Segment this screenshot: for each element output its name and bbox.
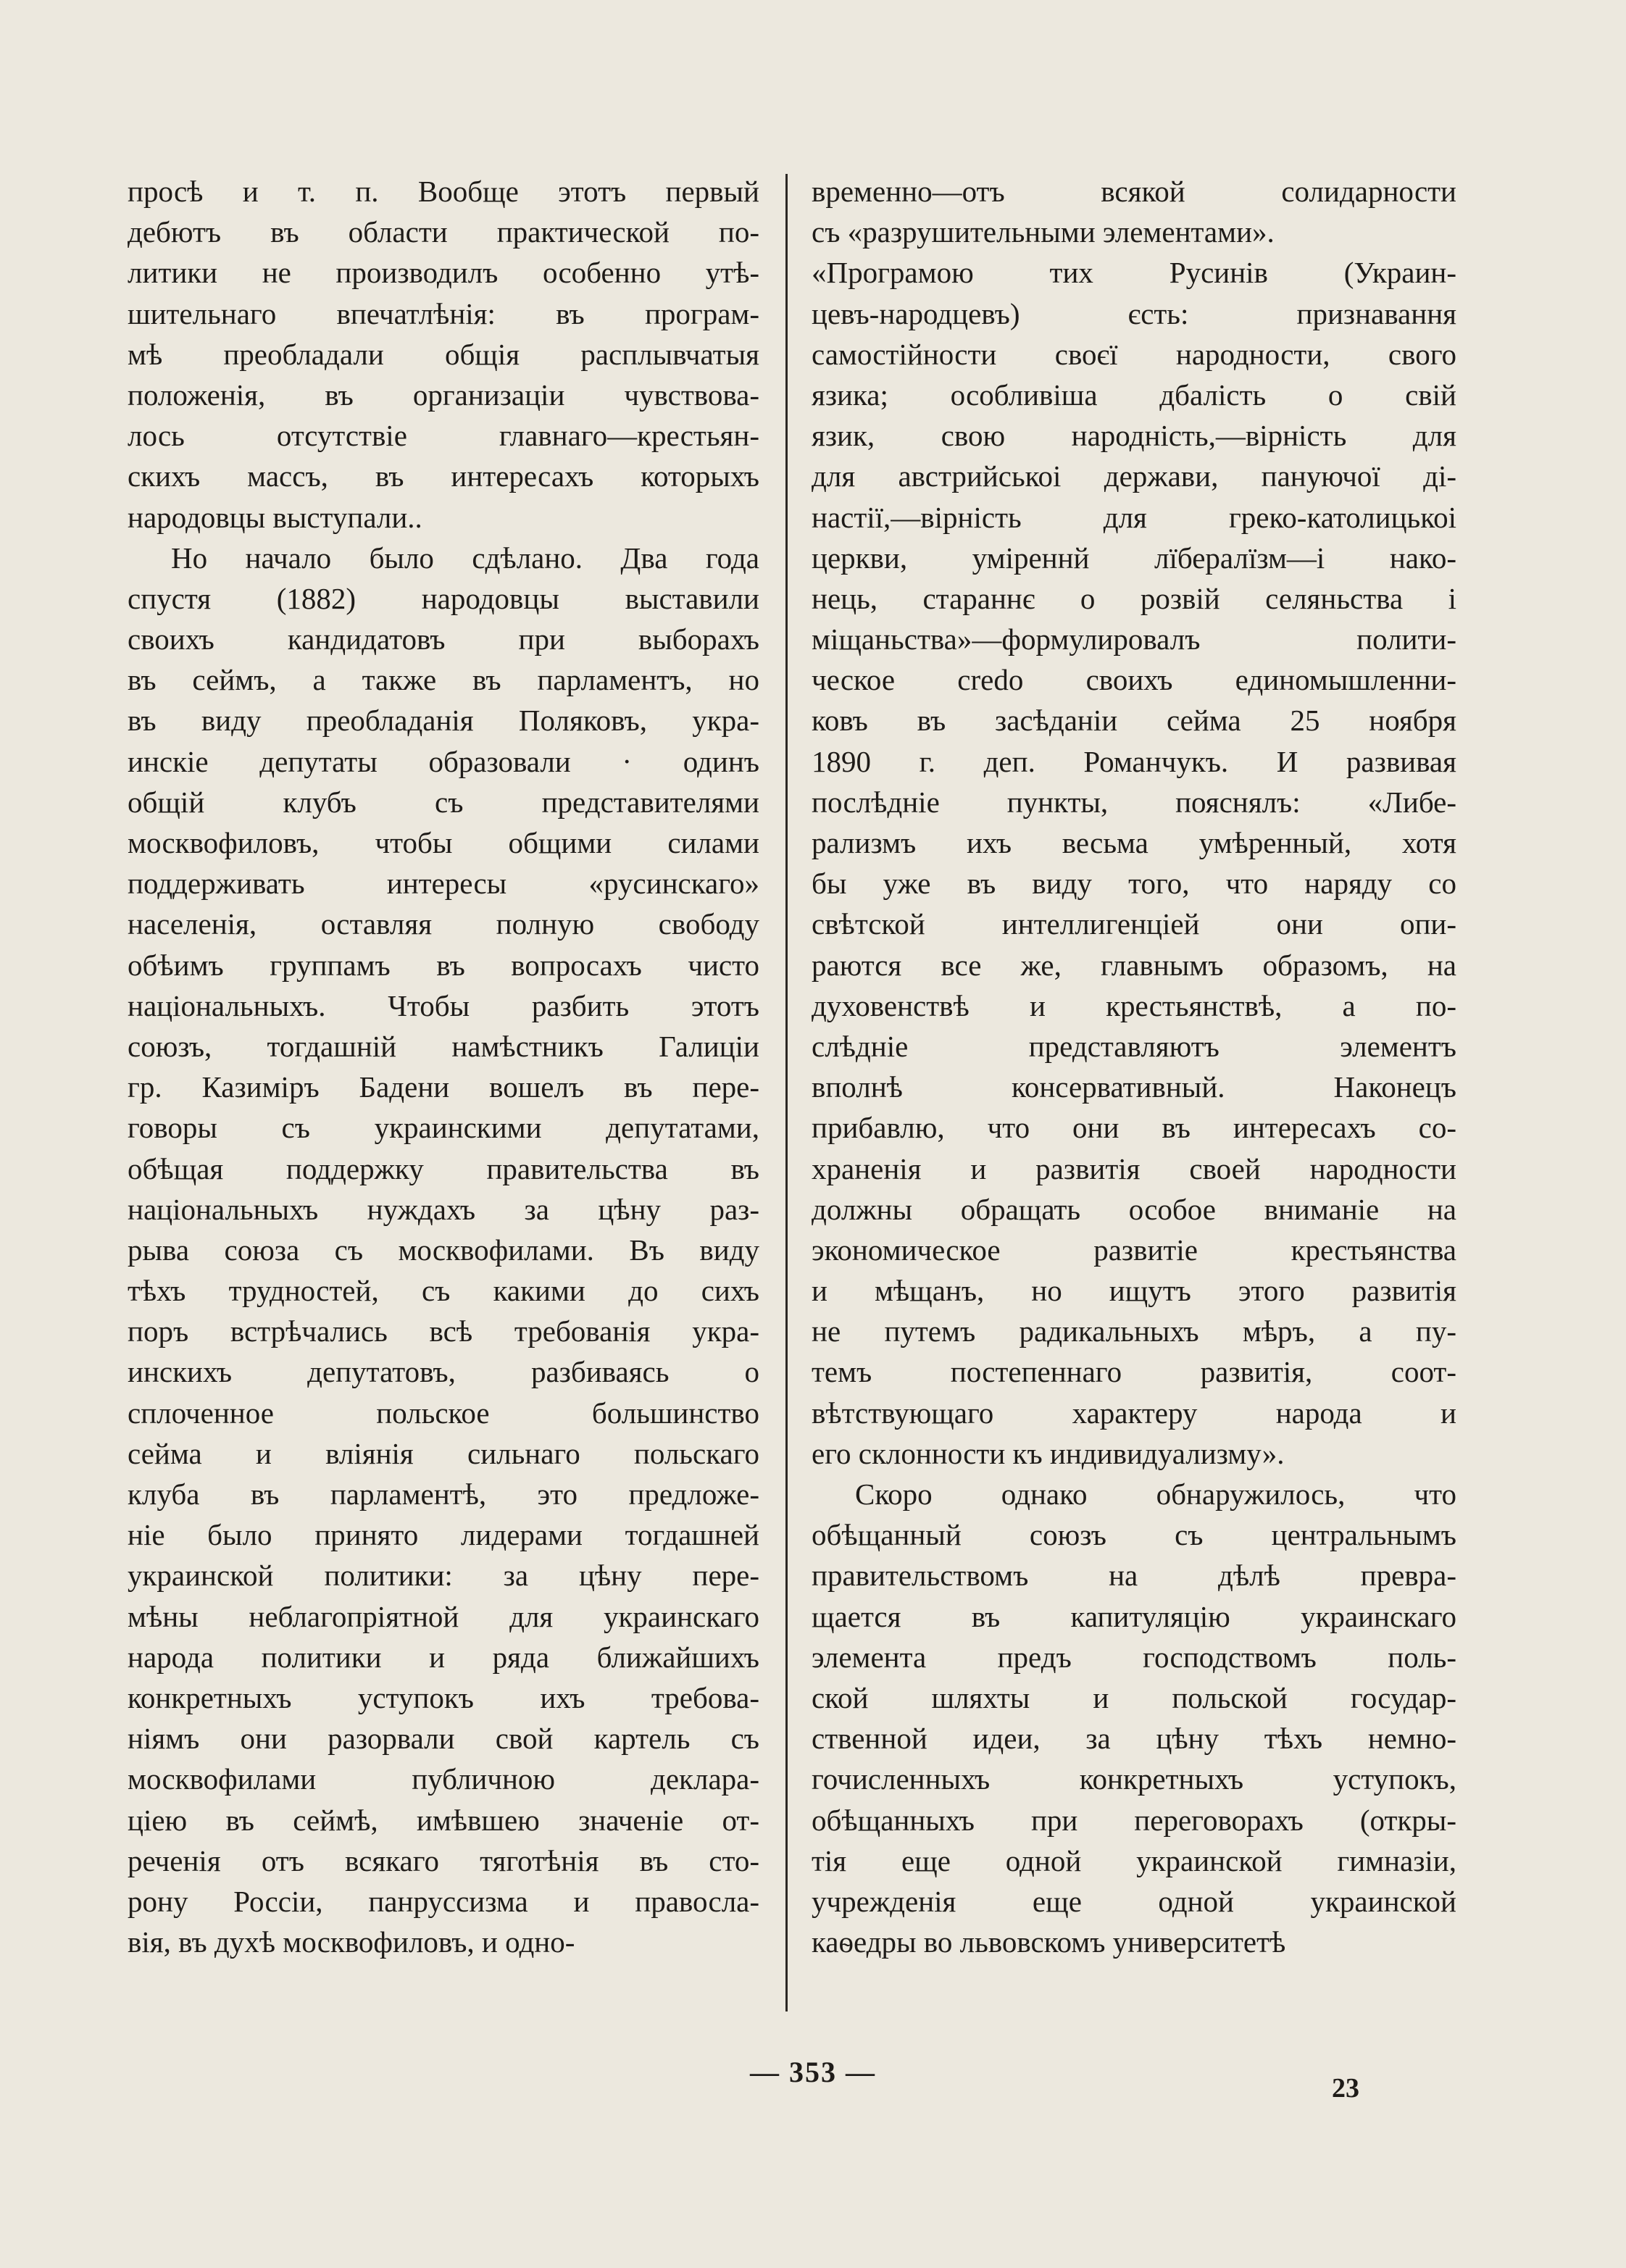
text-line: цевъ-народцевъ) єсть: признавання bbox=[812, 296, 1456, 330]
text-line: сейма и вліянія сильнаго польскаго bbox=[128, 1436, 759, 1470]
text-line: 1890 г. деп. Романчукъ. И развивая bbox=[812, 744, 1456, 778]
text-line: ственной идеи, за цѣну тѣхъ немно- bbox=[812, 1722, 1456, 1756]
text-line: обѣимъ группамъ въ вопросахъ чисто bbox=[128, 948, 759, 982]
text-line: элемента предъ господствомъ поль- bbox=[812, 1640, 1456, 1674]
text-line: гр. Казиміръ Бадени вошелъ въ пере- bbox=[128, 1070, 759, 1104]
text-line: ковъ въ засѣданіи сейма 25 ноября bbox=[812, 704, 1456, 738]
text-line: москвофилами публичною деклара- bbox=[128, 1762, 759, 1796]
text-line: лось отсутствіе главнаго—крестьян- bbox=[128, 419, 759, 453]
text-line: для австрийськоі держави, пануючої ді- bbox=[812, 459, 1456, 493]
text-line: сплоченное польское большинство bbox=[128, 1396, 759, 1430]
text-line: поръ встрѣчались всѣ требованія укра- bbox=[128, 1314, 759, 1348]
text-line: темъ постепеннаго развитія, соот- bbox=[812, 1355, 1456, 1389]
text-line: свѣтской интеллигенціей они опи- bbox=[812, 907, 1456, 941]
text-line: положенія, въ организаціи чувствова- bbox=[128, 378, 759, 412]
text-line: мѣны неблагопріятной для украинскаго bbox=[128, 1599, 759, 1633]
text-line: щается въ капитуляцію украинскаго bbox=[812, 1599, 1456, 1633]
text-line: духовенствѣ и крестьянствѣ, а по- bbox=[812, 988, 1456, 1022]
text-line: язик, свою народність,—вірність для bbox=[812, 419, 1456, 453]
text-line: въ виду преобладанія Поляковъ, укра- bbox=[128, 704, 759, 738]
text-line: храненія и развитія своей народности bbox=[812, 1151, 1456, 1185]
text-line: спустя (1882) народовцы выставили bbox=[128, 581, 759, 615]
text-line: ской шляхты и польской государ- bbox=[812, 1680, 1456, 1714]
text-line: временно—отъ всякой солидарности bbox=[812, 175, 1456, 208]
signature-mark: 23 bbox=[1332, 2073, 1359, 2104]
text-line: инскихъ депутатовъ, разбиваясь о bbox=[128, 1355, 759, 1389]
text-column-left bbox=[128, 171, 759, 1962]
text-line: клуба въ парламентѣ, это предложе- bbox=[128, 1477, 759, 1511]
text-line: просѣ и т. п. Вообще этотъ первый bbox=[128, 175, 759, 208]
text-line: вполнѣ консервативный. Наконецъ bbox=[812, 1070, 1456, 1104]
text-line: ніе было принято лидерами тогдашней bbox=[128, 1518, 759, 1552]
page-number: — 353 — bbox=[750, 2056, 876, 2088]
text-line: народовцы выступали.. bbox=[128, 500, 422, 534]
text-column-right bbox=[812, 171, 1456, 1962]
text-line: ціею въ сеймѣ, имѣвшею значеніе от- bbox=[128, 1803, 759, 1837]
text-line: рону Россіи, панруссизма и правосла- bbox=[128, 1884, 759, 1918]
text-line: прибавлю, что они въ интересахъ со- bbox=[812, 1111, 1456, 1145]
text-line: экономическое развитіе крестьянства bbox=[812, 1233, 1456, 1267]
text-line: вѣтствующаго характеру народа и bbox=[812, 1396, 1456, 1430]
text-line: рализмъ ихъ весьма умѣренный, хотя bbox=[812, 826, 1456, 859]
text-line: обѣщая поддержку правительства въ bbox=[128, 1151, 759, 1185]
text-line: дебютъ въ области практической по- bbox=[128, 215, 759, 249]
column-divider bbox=[785, 174, 788, 2011]
text-line: гочисленныхъ конкретныхъ уступокъ, bbox=[812, 1762, 1456, 1796]
text-line: вія, въ духѣ москвофиловъ, и одно- bbox=[128, 1925, 575, 1959]
text-line: скихъ массъ, въ интересахъ которыхъ bbox=[128, 459, 759, 493]
text-line: населенія, оставляя полную свободу bbox=[128, 907, 759, 941]
text-line: рыва союза съ москвофилами. Въ виду bbox=[128, 1233, 759, 1267]
text-line: правительствомъ на дѣлѣ превра- bbox=[812, 1559, 1456, 1593]
text-line: своихъ кандидатовъ при выборахъ bbox=[128, 622, 759, 656]
text-line: поддерживать интересы «русинскаго» bbox=[128, 867, 759, 901]
text-line: литики не производилъ особенно утѣ- bbox=[128, 256, 759, 290]
text-line: ческое credo своихъ единомышленни- bbox=[812, 663, 1456, 697]
text-line: его склонности къ индивидуализму». bbox=[812, 1436, 1285, 1470]
text-line: обѣщанныхъ при переговорахъ (откры- bbox=[812, 1803, 1456, 1837]
text-line: конкретныхъ уступокъ ихъ требова- bbox=[128, 1680, 759, 1714]
text-line: не путемъ радикальныхъ мѣръ, а пу- bbox=[812, 1314, 1456, 1348]
text-line: бы уже въ виду того, что наряду со bbox=[812, 867, 1456, 901]
text-line: церкви, уміреннй лїбералїзм—і нако- bbox=[812, 541, 1456, 575]
text-line: шительнаго впечатлѣнія: въ програм- bbox=[128, 296, 759, 330]
text-line: и мѣщанъ, но ищутъ этого развитія bbox=[812, 1274, 1456, 1308]
text-line: союзъ, тогдашній намѣстникъ Галиціи bbox=[128, 1029, 759, 1063]
text-line: міщаньства»—формулировалъ полити- bbox=[812, 622, 1456, 656]
text-line: язика; особливіша дбалість о свій bbox=[812, 378, 1456, 412]
text-line: инскіе депутаты образовали · одинъ bbox=[128, 744, 759, 778]
text-line: обѣщанный союзъ съ центральнымъ bbox=[812, 1518, 1456, 1552]
text-line: народа политики и ряда ближайшихъ bbox=[128, 1640, 759, 1674]
text-line: въ сеймъ, а также въ парламентъ, но bbox=[128, 663, 759, 697]
text-line: должны обращать особое вниманіе на bbox=[812, 1192, 1456, 1226]
text-line: «Програмою тих Русинів (Украин- bbox=[812, 256, 1456, 290]
text-line: ніямъ они разорвали свой картель съ bbox=[128, 1722, 759, 1756]
text-line: слѣдніе представляютъ элементъ bbox=[812, 1029, 1456, 1063]
text-line: общій клубъ съ представителями bbox=[128, 785, 759, 819]
text-line: тія еще одной украинской гимназіи, bbox=[812, 1843, 1456, 1877]
text-line: національныхъ. Чтобы разбить этотъ bbox=[128, 988, 759, 1022]
text-line: мѣ преобладали общія расплывчатыя bbox=[128, 337, 759, 371]
text-line: реченія отъ всякаго тяготѣнія въ сто- bbox=[128, 1843, 759, 1877]
text-line: національныхъ нуждахъ за цѣну раз- bbox=[128, 1192, 759, 1226]
text-line: москвофиловъ, чтобы общими силами bbox=[128, 826, 759, 859]
text-line: послѣдніе пункты, пояснялъ: «Либе- bbox=[812, 785, 1456, 819]
text-line: учрежденія еще одной украинской bbox=[812, 1884, 1456, 1918]
text-line: настії,—вірність для греко-католицькоі bbox=[812, 500, 1456, 534]
text-line: нець, стараннє о розвій селяньства і bbox=[812, 581, 1456, 615]
text-line: Скоро однако обнаружилось, что bbox=[855, 1477, 1456, 1511]
text-line: съ «разрушительными элементами». bbox=[812, 215, 1275, 249]
text-line: каѳедры во львовскомъ университетѣ bbox=[812, 1925, 1286, 1959]
text-line: раются все же, главнымъ образомъ, на bbox=[812, 948, 1456, 982]
text-line: украинской политики: за цѣну пере- bbox=[128, 1559, 759, 1593]
text-line: тѣхъ трудностей, съ какими до сихъ bbox=[128, 1274, 759, 1308]
text-line: говоры съ украинскими депутатами, bbox=[128, 1111, 759, 1145]
text-line: Но начало было сдѣлано. Два года bbox=[171, 541, 759, 575]
text-line: самостійности своєї народности, свого bbox=[812, 337, 1456, 371]
